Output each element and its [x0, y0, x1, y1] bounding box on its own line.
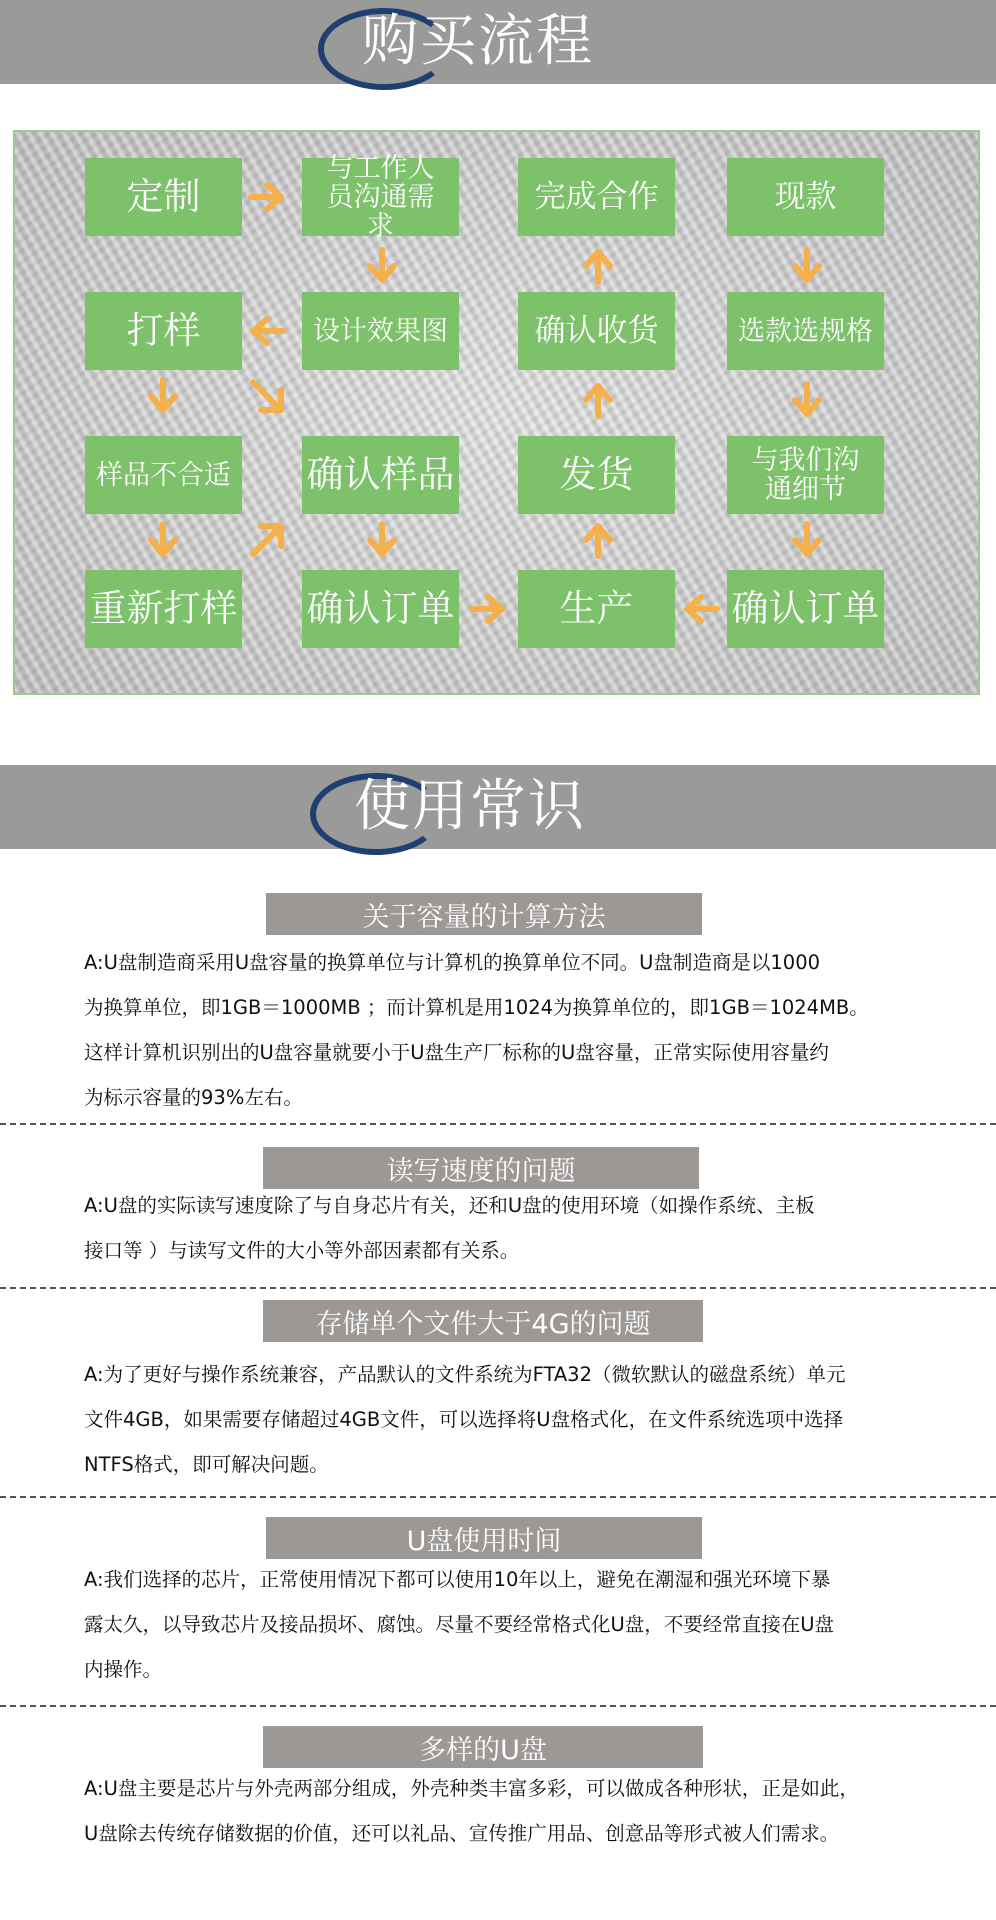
arrow-up-right-icon: [247, 520, 287, 560]
section-text: A:U盘的实际读写速度除了与自身芯片有关，还和U盘的使用环境（如操作系统、主板 接口等 ）与读写文件的大小等外部因素都有关系。: [84, 1194, 815, 1262]
step-ship: 发货: [518, 436, 675, 514]
step-confirm-order-2: 确认订单: [727, 570, 884, 648]
knowledge-title: 使用常识: [354, 774, 586, 839]
arrow-down-icon: [787, 520, 827, 560]
purchase-flow-panel: [13, 130, 980, 695]
arrow-up-icon: [578, 520, 618, 560]
arrow-down-icon: [362, 246, 402, 286]
knowledge-banner: [0, 765, 996, 849]
section-title: 读写速度的问题: [263, 1147, 699, 1189]
step-design: 设计效果图: [302, 292, 459, 370]
step-spot: 现款: [727, 158, 884, 236]
divider: [0, 1496, 996, 1498]
divider: [0, 1287, 996, 1289]
step-communicate: 与工作人员沟通需求: [302, 158, 459, 236]
step-confirm-order-1: 确认订单: [302, 570, 459, 648]
section-text: A:我们选择的芯片，正常使用情况下都可以使用10年以上，避免在潮湿和强光环境下暴 露太久，以导致芯片及接品损坏、腐蚀。尽量不要经常格式化U盘，不要经常直接在U盘 内操作。: [84, 1568, 835, 1681]
arrow-down-icon: [143, 376, 183, 416]
arrow-down-icon: [143, 520, 183, 560]
arrow-down-right-icon: [247, 376, 287, 416]
divider: [0, 1123, 996, 1125]
arrow-right-icon: [468, 589, 508, 629]
arrow-up-icon: [578, 246, 618, 286]
step-resample: 重新打样: [85, 570, 242, 648]
step-unfit: 样品不合适: [85, 436, 242, 514]
purchase-title: 购买流程: [362, 9, 594, 74]
divider: [0, 1705, 996, 1707]
step-choose: 选款选规格: [727, 292, 884, 370]
section-text: A:为了更好与操作系统兼容，产品默认的文件系统为FTA32（微软默认的磁盘系统）单元 文件4GB，如果需要存储超过4GB文件，可以选择将U盘格式化，在文件系统选项中选择 NTFS格式，即可解决问题。: [84, 1363, 846, 1476]
section-text: A:U盘主要是芯片与外壳两部分组成，外壳种类丰富多彩，可以做成各种形状，正是如此， U盘除去传统存储数据的价值，还可以礼品、宣传推广用品、创意品等形式被人们需求。: [84, 1777, 859, 1845]
arrow-right-icon: [247, 177, 287, 217]
purchase-banner: [0, 0, 996, 84]
section-title: 存储单个文件大于4G的问题: [263, 1300, 703, 1342]
arrow-down-icon: [362, 520, 402, 560]
step-customize: 定制: [85, 158, 242, 236]
arrow-up-icon: [578, 380, 618, 420]
section-text: A:U盘制造商采用U盘容量的换算单位与计算机的换算单位不同。U盘制造商是以1000 为换算单位，即1GB＝1000MB ；而计算机是用1024为换算单位的，即1GB＝1024MB。 这样计算机识别出的U盘容量就要小于U盘生产厂标称的U盘容量，正常实际使用容量约 为标示容量的93%左右。: [84, 951, 869, 1109]
arrow-down-icon: [787, 380, 827, 420]
step-produce: 生产: [518, 570, 675, 648]
step-talk-details: 与我们沟通细节: [727, 436, 884, 514]
step-complete: 完成合作: [518, 158, 675, 236]
step-sample: 打样: [85, 292, 242, 370]
section-title: 关于容量的计算方法: [266, 893, 702, 935]
arrow-down-icon: [787, 246, 827, 286]
section-title: U盘使用时间: [266, 1517, 702, 1559]
step-receive: 确认收货: [518, 292, 675, 370]
step-confirm-sample: 确认样品: [302, 436, 459, 514]
arrow-left-icon: [247, 311, 287, 351]
arrow-left-icon: [681, 589, 721, 629]
section-title: 多样的U盘: [263, 1726, 703, 1768]
